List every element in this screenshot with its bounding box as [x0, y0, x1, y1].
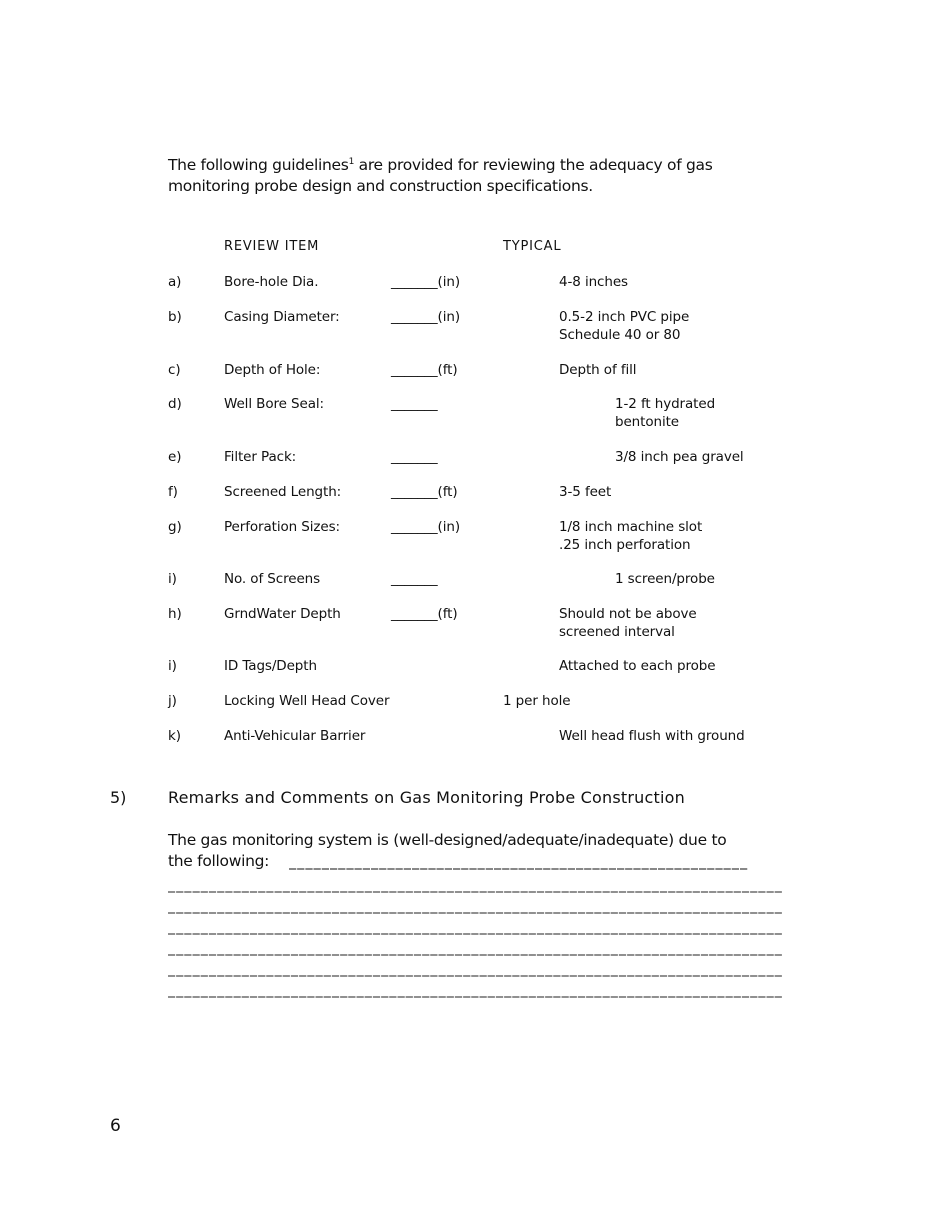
- remarks-blank-line[interactable]: ___________________________________________________________________________: [168, 940, 783, 956]
- row-typical: 1 screen/probe: [615, 571, 715, 587]
- header-review-item: REVIEW ITEM: [224, 239, 320, 254]
- row-item: Perforation Sizes:: [224, 519, 340, 535]
- row-item: Anti-Vehicular Barrier: [224, 728, 366, 744]
- remarks-intro: [168, 830, 748, 873]
- row-item: ID Tags/Depth: [224, 658, 317, 674]
- row-blank[interactable]: _______(ft): [391, 362, 458, 378]
- row-typical: 3/8 inch pea gravel: [615, 449, 744, 465]
- row-blank[interactable]: _______: [391, 449, 438, 465]
- remarks-line-2: [168, 851, 748, 873]
- footnote-marker: 1: [348, 156, 354, 167]
- row-letter: b): [168, 309, 182, 325]
- remarks-blank[interactable]: ________________________________________________________: [289, 854, 749, 870]
- header-typical: TYPICAL: [503, 239, 562, 254]
- remarks-line-1: The gas monitoring system is (well-designed/adequate/inadequate) due to: [168, 831, 727, 849]
- row-item: GrndWater Depth: [224, 606, 341, 622]
- row-item: Screened Length:: [224, 484, 342, 500]
- row-letter: k): [168, 728, 181, 744]
- row-letter: d): [168, 396, 182, 412]
- intro-paragraph: [168, 155, 728, 197]
- row-blank[interactable]: _______(ft): [391, 606, 458, 622]
- row-letter: a): [168, 274, 182, 290]
- remarks-blank-line[interactable]: ___________________________________________________________________________: [168, 919, 783, 935]
- row-letter: h): [168, 606, 182, 622]
- row-typical: Depth of fill: [559, 362, 637, 378]
- row-letter: g): [168, 519, 182, 535]
- section-title: Remarks and Comments on Gas Monitoring Probe Construction: [168, 788, 685, 807]
- remarks-label: the following:: [168, 852, 270, 870]
- row-typical: 4-8 inches: [559, 274, 628, 290]
- row-typical: 3-5 feet: [559, 484, 612, 500]
- row-typical: 1-2 ft hydrated bentonite: [615, 396, 716, 430]
- row-typical: 0.5-2 inch PVC pipe Schedule 40 or 80: [559, 309, 690, 343]
- row-item: Depth of Hole:: [224, 362, 321, 378]
- page-number: 6: [110, 1116, 121, 1136]
- row-typical: 1 per hole: [503, 693, 571, 709]
- remarks-blank-line[interactable]: ___________________________________________________________________________: [168, 898, 783, 914]
- row-letter: i): [168, 571, 177, 587]
- row-item: Bore-hole Dia.: [224, 274, 319, 290]
- row-letter: j): [168, 693, 177, 709]
- row-typical: Well head flush with ground: [559, 728, 745, 744]
- row-typical: Should not be above screened interval: [559, 606, 697, 640]
- row-typical: 1/8 inch machine slot .25 inch perforation: [559, 519, 703, 553]
- row-letter: e): [168, 449, 182, 465]
- intro-text-rest: are provided for reviewing the adequacy of gas monitoring probe design and construction specifications.: [168, 156, 713, 195]
- intro-text: The following guidelines: [168, 156, 349, 174]
- row-item: No. of Screens: [224, 571, 321, 587]
- row-letter: f): [168, 484, 178, 500]
- remarks-blank-line[interactable]: ___________________________________________________________________________: [168, 961, 783, 977]
- row-blank[interactable]: _______: [391, 396, 438, 412]
- row-letter: c): [168, 362, 181, 378]
- row-blank[interactable]: _______(ft): [391, 484, 458, 500]
- row-typical: Attached to each probe: [559, 658, 716, 674]
- remarks-blank-line[interactable]: ___________________________________________________________________________: [168, 982, 783, 998]
- row-letter: i): [168, 658, 177, 674]
- row-blank[interactable]: _______(in): [391, 519, 460, 535]
- row-blank[interactable]: _______(in): [391, 309, 460, 325]
- row-blank[interactable]: _______(in): [391, 274, 460, 290]
- section-number: 5): [110, 788, 127, 807]
- row-item: Well Bore Seal:: [224, 396, 324, 412]
- row-item: Casing Diameter:: [224, 309, 340, 325]
- remarks-blank-line[interactable]: ___________________________________________________________________________: [168, 877, 783, 893]
- row-item: Filter Pack:: [224, 449, 297, 465]
- row-blank[interactable]: _______: [391, 571, 438, 587]
- row-item: Locking Well Head Cover: [224, 693, 390, 709]
